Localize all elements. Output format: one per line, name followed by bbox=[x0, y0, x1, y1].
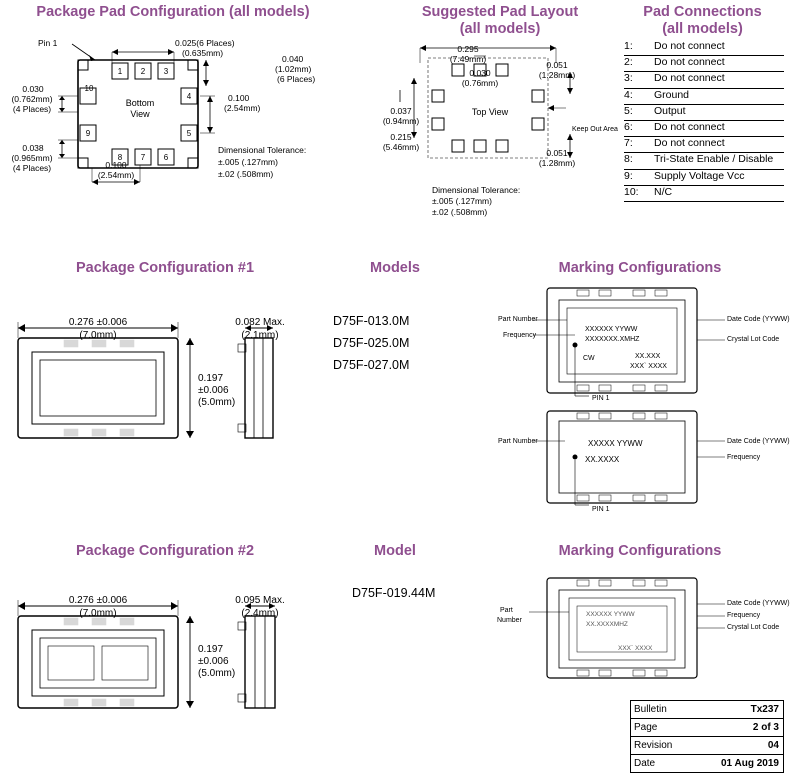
pad-number-2: 2 bbox=[140, 67, 146, 76]
pad-connection-row bbox=[624, 72, 784, 88]
m2-text-2: XX.XXXXMHZ bbox=[586, 621, 628, 628]
pkg1-thickness-mm: (2.1mm) bbox=[241, 330, 279, 341]
marking2-title: Marking Configurations bbox=[558, 543, 722, 559]
pad-connection-number: 8: bbox=[624, 153, 633, 166]
pad-number-3: 3 bbox=[163, 67, 169, 76]
pad-connection-text: Do not connect bbox=[654, 56, 725, 69]
sp-dim-2: 0.030 bbox=[469, 68, 491, 78]
pad-connections-table bbox=[624, 40, 784, 202]
pad-connection-row bbox=[624, 105, 784, 121]
bulletin-value: Tx237 bbox=[750, 704, 779, 715]
pad-connection-text: Tri-State Enable / Disable bbox=[654, 153, 774, 166]
m2-callout-crystal-lot: Crystal Lot Code bbox=[727, 624, 780, 631]
bulletin-row bbox=[631, 737, 783, 755]
suggested-pad-title-line1: Suggested Pad Layout bbox=[421, 4, 579, 20]
bulletin-table bbox=[630, 700, 784, 773]
suggested-pad-title-line2: (all models) bbox=[459, 21, 541, 37]
sp-dim-6b: (1.28mm) bbox=[538, 158, 576, 168]
sp-dim-5: 0.215 bbox=[390, 132, 412, 142]
pad-number-6: 6 bbox=[163, 153, 169, 162]
pad-connection-number: 7: bbox=[624, 137, 633, 150]
pad-number-4: 4 bbox=[186, 92, 192, 101]
bulletin-row bbox=[631, 755, 783, 772]
m1-callout-date-code: Date Code (YYWW) bbox=[727, 316, 790, 323]
sp-dim-1b: (7.49mm) bbox=[449, 54, 487, 64]
pkg1-height-dim2: ±0.006 bbox=[198, 385, 229, 396]
m2-text-3: XXX` XXXX bbox=[618, 645, 653, 652]
pad-connection-row bbox=[624, 121, 784, 137]
pad-connection-row bbox=[624, 137, 784, 153]
bottom-view-label-line2: View bbox=[130, 109, 150, 119]
pad-connection-row bbox=[624, 89, 784, 105]
sp-dim-5b: (5.46mm) bbox=[382, 142, 420, 152]
m2-text-1: XXXXXX YYWW bbox=[586, 611, 635, 618]
pad-dim-top-1: 0.025(6 Places) bbox=[175, 38, 235, 48]
pad-dim-top-2b: (1.02mm) bbox=[275, 64, 312, 74]
m2-callout-part: Part bbox=[500, 607, 513, 614]
pkg1-title: Package Configuration #1 bbox=[75, 260, 255, 276]
pad-dim-right-1b: (2.54mm) bbox=[224, 103, 261, 113]
m1-pin1-label: PIN 1 bbox=[592, 395, 610, 402]
bulletin-label: Revision bbox=[634, 740, 673, 751]
pad-connection-number: 3: bbox=[624, 72, 633, 85]
pad-number-5: 5 bbox=[186, 129, 192, 138]
bulletin-value: 01 Aug 2019 bbox=[721, 758, 779, 769]
pkg2-title: Package Configuration #2 bbox=[75, 543, 255, 559]
pkg1-width-dim: 0.276 ±0.006 bbox=[68, 317, 128, 328]
pkg2-width-mm: (7.0mm) bbox=[79, 608, 117, 619]
marking1-title: Marking Configurations bbox=[558, 260, 722, 276]
pad-connection-row bbox=[624, 56, 784, 72]
sp-tolerance-title: Dimensional Tolerance: bbox=[432, 185, 521, 195]
model-item: D75F-019.44M bbox=[352, 586, 436, 600]
pkg1-thickness: 0.082 Max. bbox=[235, 317, 285, 328]
sp-dim-1: 0.295 bbox=[457, 44, 479, 54]
bulletin-row bbox=[631, 701, 783, 719]
pad-connection-row bbox=[624, 153, 784, 169]
pad-connections-title-line1: Pad Connections bbox=[643, 4, 762, 20]
pkg2-thickness-mm: (2.4mm) bbox=[241, 608, 279, 619]
pad-dim-top-2: 0.040 bbox=[282, 54, 304, 64]
pad-tolerance-2: ±.02 (.508mm) bbox=[218, 169, 274, 179]
pad-connection-row bbox=[624, 186, 784, 202]
pkg2-thickness: 0.095 Max. bbox=[235, 595, 285, 606]
pad-tolerance-1: ±.005 (.127mm) bbox=[218, 157, 278, 167]
pad-config-title: Package Pad Configuration (all models) bbox=[36, 4, 310, 20]
m1-text-2: XXXXXXX.XMHZ bbox=[585, 336, 640, 343]
row-divider bbox=[624, 201, 784, 202]
top-view-label: Top View bbox=[471, 107, 509, 117]
pad-connection-number: 5: bbox=[624, 104, 633, 117]
pad-connection-number: 10: bbox=[624, 185, 639, 198]
pkg1-height-mm: (5.0mm) bbox=[198, 397, 236, 408]
pad-connection-number: 2: bbox=[624, 56, 633, 69]
sp-dim-4: 0.037 bbox=[390, 106, 412, 116]
pad-dim-left-1b: (0.762mm) bbox=[11, 94, 53, 104]
bulletin-value: 2 of 3 bbox=[752, 722, 779, 733]
m1b-callout-part-number: Part Number bbox=[498, 438, 538, 445]
pad-dim-bottom-1: 0.100 bbox=[105, 160, 127, 170]
pad-connection-text: Output bbox=[654, 104, 686, 117]
m1-text-5: XXX` XXXX bbox=[630, 363, 667, 370]
pad-connection-text: N/C bbox=[654, 185, 673, 198]
m1b-text-1: XXXXX YYWW bbox=[588, 439, 643, 448]
m1-text-3: CW bbox=[583, 355, 595, 362]
models2-list bbox=[352, 582, 435, 604]
bulletin-label: Date bbox=[634, 758, 656, 769]
pkg1-width-mm: (7.0mm) bbox=[79, 330, 117, 341]
pad-dim-left-2: 0.038 bbox=[22, 143, 44, 153]
m1-callout-crystal-lot: Crystal Lot Code bbox=[727, 336, 780, 343]
pad-number-8: 8 bbox=[117, 153, 123, 162]
pad-number-1: 1 bbox=[117, 67, 123, 76]
m1-callout-frequency: Frequency bbox=[503, 332, 537, 339]
pad-connection-row bbox=[624, 40, 784, 56]
sp-dim-4b: (0.94mm) bbox=[382, 116, 420, 126]
pad-connection-text: Do not connect bbox=[654, 40, 725, 52]
m1b-text-2: XX.XXXX bbox=[585, 455, 620, 464]
bulletin-label: Page bbox=[634, 722, 658, 733]
bulletin-row bbox=[631, 719, 783, 737]
m2-callout-number: Number bbox=[497, 617, 522, 624]
pad-tolerance-title: Dimensional Tolerance: bbox=[218, 145, 307, 155]
pkg2-width-dim: 0.276 ±0.006 bbox=[68, 595, 128, 606]
bulletin-label: Bulletin bbox=[634, 704, 667, 715]
m1b-callout-frequency: Frequency bbox=[727, 454, 761, 461]
pad-dim-left-2b: (0.965mm) bbox=[11, 153, 53, 163]
pin1-label: Pin 1 bbox=[38, 38, 58, 48]
pad-connection-number: 1: bbox=[624, 40, 633, 52]
sp-dim-2b: (0.76mm) bbox=[461, 78, 499, 88]
sp-dim-3: 0.051 bbox=[546, 60, 568, 70]
model-item: D75F-013.0M bbox=[333, 314, 410, 328]
sp-dim-3b: (1.28mm) bbox=[538, 70, 576, 80]
pad-number-9: 9 bbox=[85, 129, 91, 138]
pad-dim-top-2c: (6 Places) bbox=[277, 74, 316, 84]
pad-connection-text: Ground bbox=[654, 88, 690, 101]
m1b-pin1-label: PIN 1 bbox=[592, 506, 610, 513]
m1-text-1: XXXXXX YYWW bbox=[585, 326, 638, 333]
m2-callout-frequency: Frequency bbox=[727, 612, 761, 619]
model-item: D75F-027.0M bbox=[333, 358, 410, 372]
pad-dim-top-1b: (0.635mm) bbox=[182, 48, 224, 58]
pkg1-height-dim1: 0.197 bbox=[198, 373, 224, 384]
pad-dim-left-1c: (4 Places) bbox=[12, 104, 52, 114]
models1-title: Models bbox=[370, 260, 420, 276]
m1-text-4: XX.XXX bbox=[635, 353, 661, 360]
pad-connection-text: Do not connect bbox=[654, 120, 725, 133]
pad-dim-bottom-1b: (2.54mm) bbox=[97, 170, 135, 180]
pad-connection-text: Do not connect bbox=[654, 72, 725, 85]
pkg2-height-dim1: 0.197 bbox=[198, 644, 224, 655]
pad-dim-right-1: 0.100 bbox=[228, 93, 250, 103]
pad-connection-row bbox=[624, 170, 784, 186]
pad-number-10: 10 bbox=[84, 84, 94, 93]
models2-title: Model bbox=[374, 543, 416, 559]
m1-callout-part-number: Part Number bbox=[498, 316, 538, 323]
pad-number-7: 7 bbox=[140, 153, 146, 162]
pkg2-height-mm: (5.0mm) bbox=[198, 668, 236, 679]
bulletin-value: 04 bbox=[767, 740, 779, 751]
marking1-top-drawing bbox=[485, 282, 785, 407]
pkg2-height-dim2: ±0.006 bbox=[198, 656, 229, 667]
pad-connection-number: 9: bbox=[624, 169, 633, 182]
keep-out-area-label: Keep Out Area bbox=[572, 126, 618, 133]
sp-dim-6: 0.051 bbox=[546, 148, 568, 158]
bottom-view-label-line1: Bottom bbox=[125, 98, 155, 108]
pad-connection-text: Do not connect bbox=[654, 137, 725, 150]
m2-callout-date-code: Date Code (YYWW) bbox=[727, 600, 790, 607]
pad-dim-left-1: 0.030 bbox=[22, 84, 44, 94]
sp-tolerance-2: ±.02 (.508mm) bbox=[432, 207, 488, 217]
pad-connection-number: 6: bbox=[624, 120, 633, 133]
pad-connection-number: 4: bbox=[624, 88, 633, 101]
pad-connection-text: Supply Voltage Vcc bbox=[654, 169, 745, 182]
m1b-callout-date-code: Date Code (YYWW) bbox=[727, 438, 790, 445]
model-item: D75F-025.0M bbox=[333, 336, 410, 350]
pad-connections-title-line2: (all models) bbox=[662, 21, 743, 37]
models1-list bbox=[333, 310, 409, 376]
sp-tolerance-1: ±.005 (.127mm) bbox=[432, 196, 492, 206]
pad-dim-left-2c: (4 Places) bbox=[12, 163, 52, 173]
